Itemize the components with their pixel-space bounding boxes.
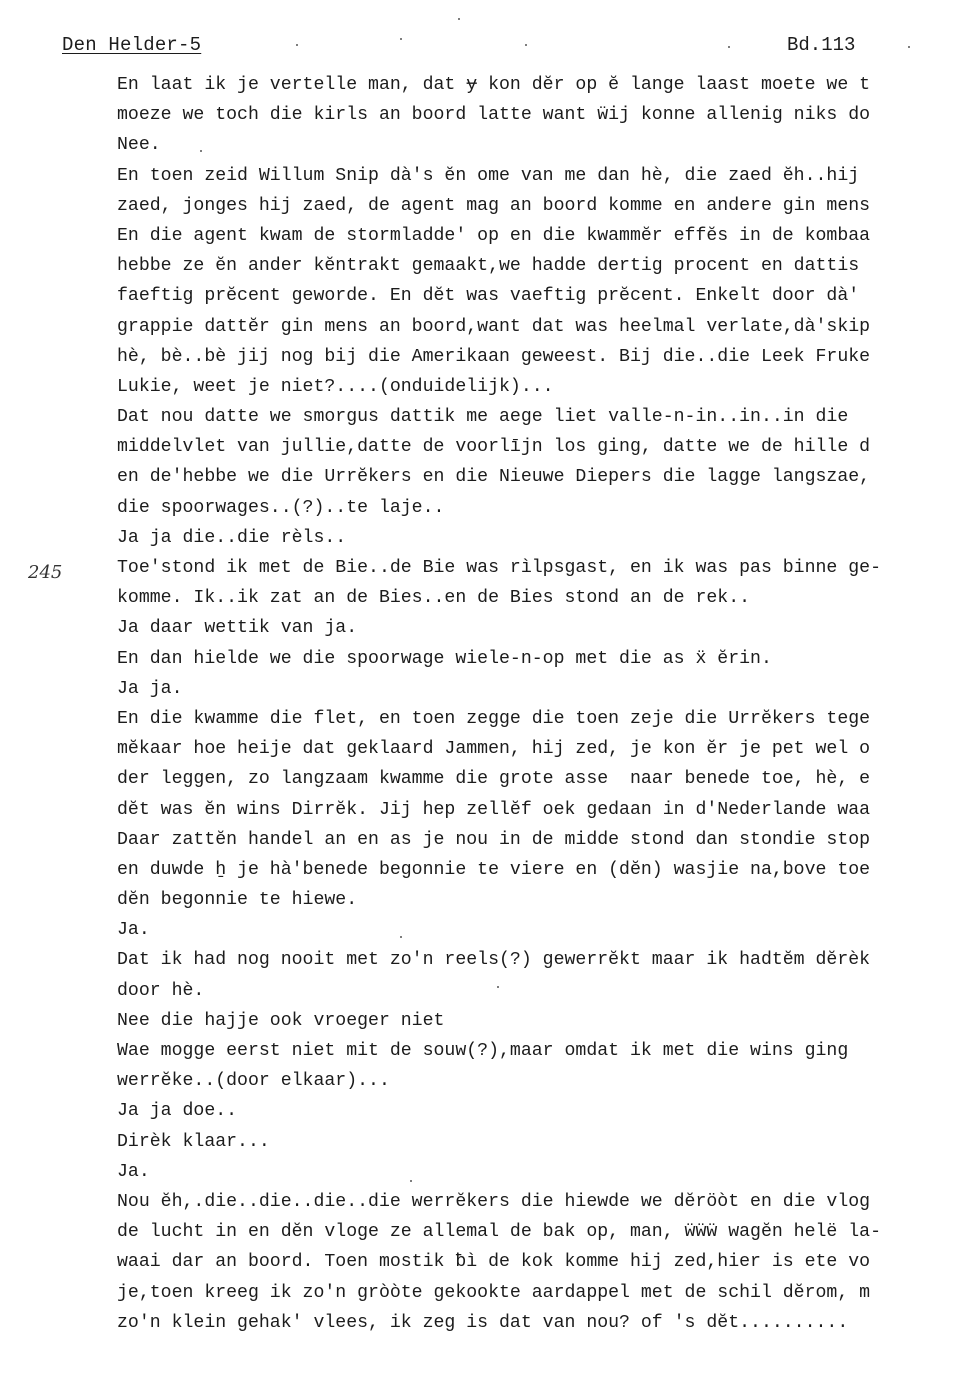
- text-line: zo'n klein gehak' vlees, ik zeg is dat van nou? of 's dĕt..........: [117, 1312, 849, 1333]
- paper-speck: [296, 44, 298, 46]
- margin-note: 245: [28, 562, 63, 583]
- text-line: Ja.: [117, 920, 150, 941]
- text-line: grappie dattĕr gin mens an boord,want dat was heelmal verlate,dà'skip: [117, 316, 871, 337]
- text-line: Nou ĕh,.die..die..die..die werrĕkers die hiewde we dĕröòt en die vlog: [117, 1191, 871, 1212]
- text-line: Ja daar wettik van ja.: [117, 618, 358, 639]
- paper-speck: [525, 44, 527, 46]
- transcript-body: [117, 70, 973, 1338]
- paper-speck: [200, 150, 202, 152]
- text-line: Lukie, weet je niet?....(onduidelijk)...: [117, 376, 554, 397]
- text-line: Wae mogge eerst niet mit de souw(?),maar omdat ik met die wins ging: [117, 1041, 849, 1061]
- text-line: komme. Ik..ik zat an de Bies..en de Bies stond an de rek..: [117, 588, 751, 609]
- text-line: Nee.: [117, 135, 161, 156]
- paper-speck: [400, 936, 402, 938]
- text-line: Ja.: [117, 1161, 150, 1182]
- text-line: middelvlet van jullie,datte de voorlījn los ging, datte we de hille d: [117, 437, 871, 458]
- text-line: Dat ik had nog nooit met zo'n reels(?) gewerrĕkt maar ik hadtĕm dĕrèk: [117, 950, 871, 971]
- text-line: faeftig prĕcent geworde. En dĕt was vaeftig prĕcent. Enkelt door dà': [117, 286, 860, 307]
- paper-speck: [728, 46, 730, 48]
- text-line: Ja ja.: [117, 678, 183, 699]
- text-line: de lucht in en dĕn vloge ze allemal de bak op, man, ẅẅẅ wagĕn helë la-: [117, 1222, 881, 1243]
- text-line: werrĕke..(door elkaar)...: [117, 1071, 390, 1092]
- text-line: der leggen, zo langzaam kwamme die grote asse naar benede toe, hè, e: [117, 769, 871, 790]
- text-line: Ja ja die..die rèls..: [117, 527, 347, 548]
- paper-speck: [410, 1180, 412, 1182]
- text-line: En laat ik je vertelle man, dat ɏ kon dĕr op ĕ lange laast moete we t: [117, 75, 871, 95]
- text-line: hè, bè..bè jij nog bij die Amerikaan geweest. Bij die..die Leek Fruke: [117, 346, 871, 367]
- text-line: Ja ja doe..: [117, 1101, 238, 1122]
- text-line: dĕt was ĕn wins Dirrĕk. Jij hep zellĕf oek gedaan in d'Nederlande waa: [117, 799, 871, 820]
- text-line: Daar zattĕn handel an en as je nou in de midde stond dan stondie stop: [117, 829, 871, 850]
- paper-speck: [400, 38, 402, 40]
- header-title: Den Helder-5: [62, 34, 202, 56]
- text-line: dĕn begonnie te hiewe.: [117, 890, 358, 911]
- text-line: En die kwamme die flet, en toen zegge die toen zeje die Urrĕkers tege: [117, 708, 871, 729]
- text-line: Dirèk klaar...: [117, 1131, 270, 1152]
- text-line: Dat nou datte we smorgus dattik me aege liet valle-n-in..in..in die: [117, 407, 849, 428]
- text-line: je,toen kreeg ik zo'n gròòte gekookte aardappel met de schil dĕrom, m: [117, 1282, 871, 1303]
- text-line: en de'hebbe we die Urrĕkers en die Nieuwe Diepers die lagge langszae,: [117, 467, 871, 488]
- text-line: door hè.: [117, 980, 205, 1001]
- text-line: En toen zeid Willum Snip dà's ĕn ome van me dan hè, die zaed ĕh..hij: [117, 165, 860, 186]
- text-line: zaed, jonges hij zaed, de agent mag an boord komme en andere gin mens: [117, 195, 871, 216]
- text-line: die spoorwages..(?)..te laje..: [117, 497, 445, 518]
- text-line: en duwde ẖ je hà'benede begonnie te viere en (dĕn) wasjie na,bove toe: [117, 859, 871, 880]
- text-line: Toe'stond ik met de Bie..de Bie was rìlpsgast, en ik was pas binne ge-: [117, 558, 881, 578]
- text-line: En die agent kwam de stormladde' op en die kwammĕr effĕs in de kombaa: [117, 225, 871, 246]
- text-line: waai dar an boord. Toen mostik ƀì de kok komme hij zed,hier is ete vo: [117, 1252, 871, 1273]
- text-line: hebbe ze ĕn ander kĕntrakt gemaakt,we hadde dertig procent en dattis: [117, 256, 860, 277]
- text-line: mĕkaar hoe heije dat geklaard Jammen, hij zed, je kon ĕr je pet wel o: [117, 739, 871, 760]
- paper-speck: [458, 18, 460, 20]
- paper-speck: [908, 46, 910, 48]
- text-line: moeze we toch die kirls an boord latte want ẅij konne allenig niks do: [117, 105, 871, 126]
- page-number: Bd.113: [787, 34, 856, 56]
- text-line: En dan hielde we die spoorwage wiele-n-op met die as ẍ ĕrin.: [117, 648, 772, 669]
- paper-speck: [497, 986, 499, 988]
- text-line: Nee die hajje ook vroeger niet: [117, 1010, 445, 1031]
